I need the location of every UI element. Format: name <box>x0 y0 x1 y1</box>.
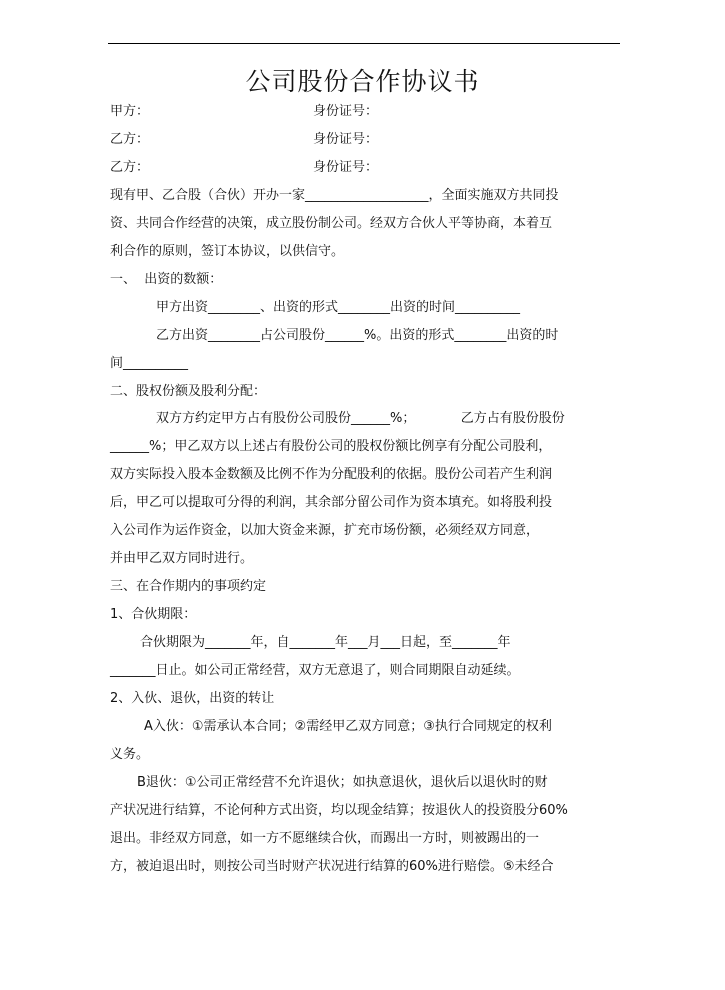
party-b-label: 乙方： <box>110 132 150 147</box>
party-b-id-label: 身份证号： <box>313 132 379 147</box>
party-c-id-label: 身份证号： <box>313 160 379 175</box>
party-a-label: 甲方： <box>110 104 150 119</box>
body-line: 间__________ <box>110 356 189 371</box>
section-heading: 三、在合作期内的事项约定 <box>110 579 267 594</box>
section-heading: 二、股权份额及股利分配： <box>110 384 267 399</box>
body-line: 现有甲、乙合股（合伙）开办一家___________________，全面实施双方共同投 <box>110 188 559 203</box>
section-heading: 一、 出资的数额： <box>110 272 223 287</box>
body-line: 甲方出资________、出资的形式________出资的时间__________ <box>156 300 521 315</box>
body-line: 合伙期限为_______年，自_______年___月___日起，至_______年 <box>140 635 511 650</box>
body-line: 后，甲乙可以提取可分得的利润，其余部分留公司作为资本填充。如将股利投 <box>110 495 553 510</box>
body-line: 利合作的原则，签订本协议，以供信守。 <box>110 244 345 259</box>
subsection-heading: 1、合伙期限： <box>110 607 197 622</box>
body-line: 资、共同合作经营的决策，成立股份制公司。经双方合伙人平等协商，本着互 <box>110 216 553 231</box>
party-a-id-label: 身份证号： <box>313 104 379 119</box>
body-line: 义务。 <box>110 747 150 762</box>
body-line: 双方实际投入股本金数额及比例不作为分配股利的依据。股份公司若产生利润 <box>110 467 553 482</box>
body-line: 双方方约定甲方占有股份公司股份______%； 乙方占有股份股份 <box>156 411 565 426</box>
body-line: A入伙：①需承认本合同；②需经甲乙双方同意；③执行合同规定的权利 <box>144 719 552 734</box>
document-title: 公司股份合作协议书 <box>245 67 480 96</box>
subsection-heading: 2、入伙、退伙，出资的转让 <box>110 691 275 706</box>
header-rule <box>108 43 620 44</box>
party-c-label: 乙方： <box>110 160 150 175</box>
body-line: 乙方出资________占公司股份______%。出资的形式________出资的时 <box>156 328 559 343</box>
body-line: 方，被迫退出时，则按公司当时财产状况进行结算的60%进行赔偿。⑤未经合 <box>110 859 554 874</box>
body-line: _______日止。如公司正常经营，双方无意退了，则合同期限自动延续。 <box>110 663 520 678</box>
body-line: B退伙：①公司正常经营不允许退伙；如执意退伙，退伙后以退伙时的财 <box>137 775 548 790</box>
body-line: 退出。非经双方同意，如一方不愿继续合伙，而踢出一方时，则被踢出的一 <box>110 831 540 846</box>
body-line: 产状况进行结算，不论何种方式出资，均以现金结算；按退伙人的投资股分60% <box>110 803 568 818</box>
body-line: 并由甲乙双方同时进行。 <box>110 551 254 566</box>
body-line: 入公司作为运作资金，以加大资金来源，扩充市场份额，必须经双方同意， <box>110 523 540 538</box>
body-line: ______%；甲乙双方以上述占有股份公司的股权份额比例享有分配公司股利， <box>110 439 552 454</box>
